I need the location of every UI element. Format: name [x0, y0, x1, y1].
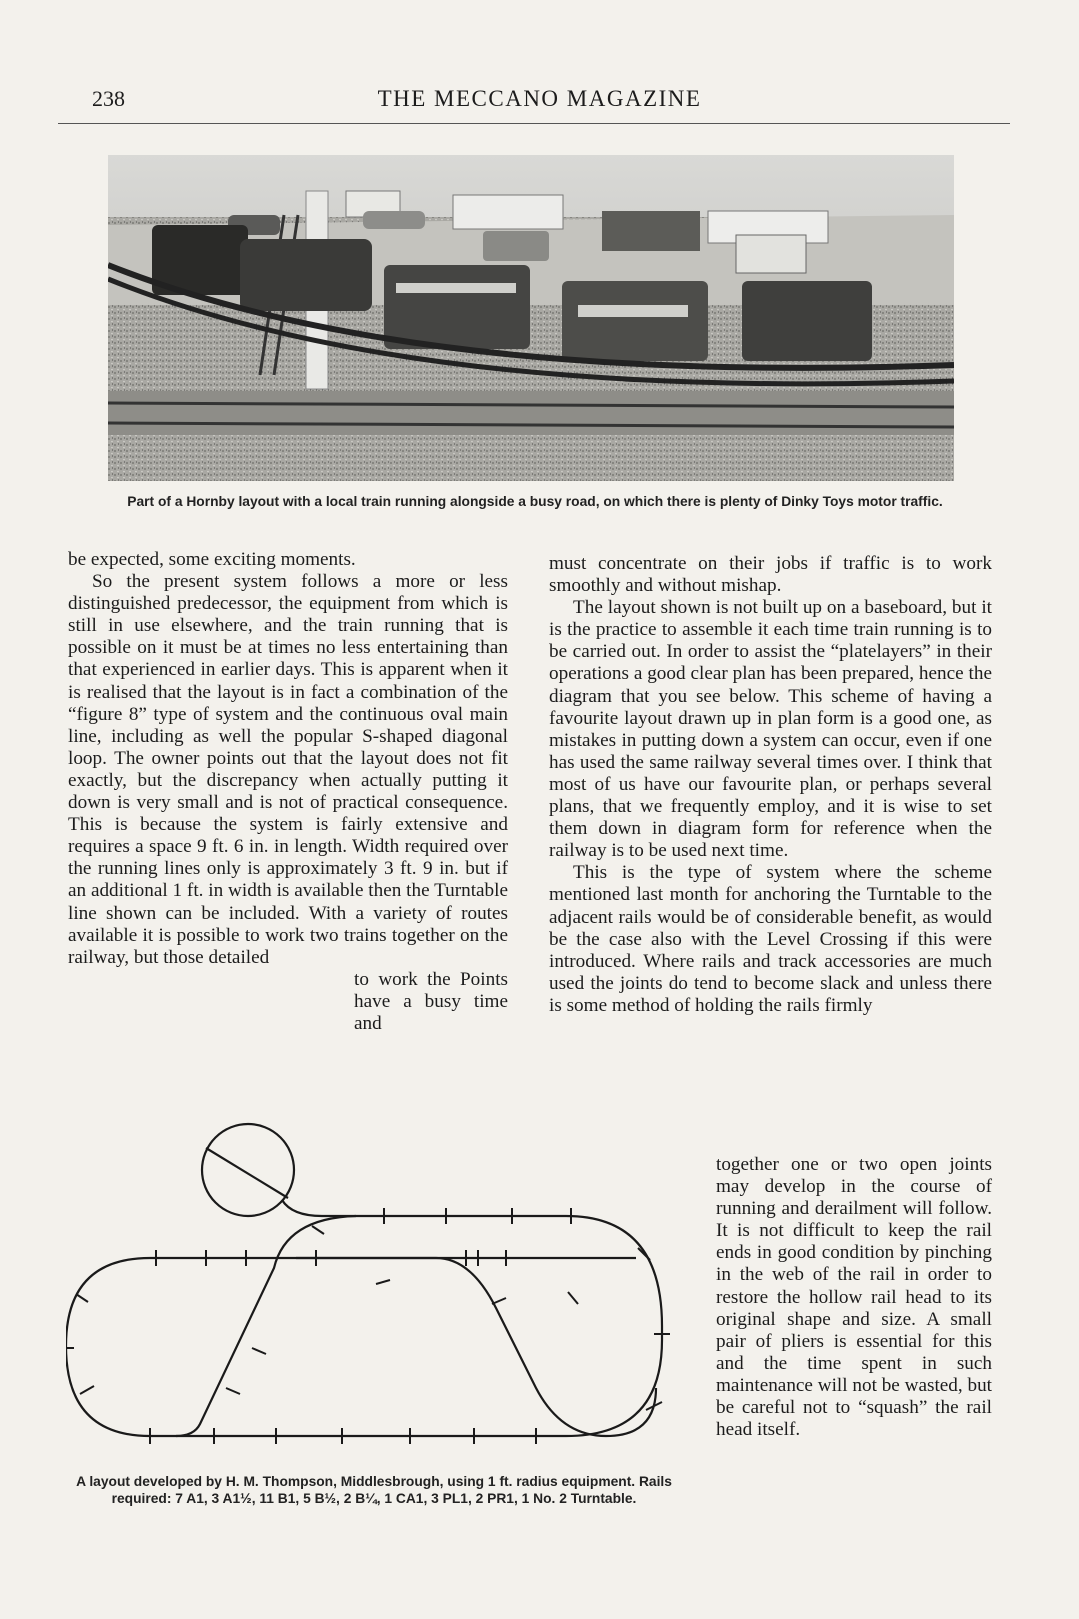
- magazine-title: THE MECCANO MAGAZINE: [377, 86, 702, 111]
- photo-caption: Part of a Hornby layout with a local train running alongside a busy road, on which there is plenty of Dinky Toys motor traffic.: [127, 494, 943, 509]
- page-number: 238: [92, 86, 125, 111]
- train-layout-photo: [108, 155, 954, 481]
- article-column-right-narrow: [716, 1154, 992, 1441]
- outer-oval: [66, 1216, 662, 1436]
- right-paragraph-3-tail: together one or two open joints may develop in the course of running and derailment will follow. It is not difficult to keep the rail ends in good condition by pinching in the web of the rail in order to restore the hollow rail head to its original shape and size. A small pair of pliers is essential for this and the time spent in such maintenance will not be wasted, but be careful not to “squash” the rail head itself.: [716, 1154, 993, 1441]
- diagonal-loop-left: [176, 1216, 356, 1436]
- article-column-left: [68, 549, 508, 1035]
- article-column-right: [549, 553, 992, 1017]
- diagram-caption: A layout developed by H. M. Thompson, Middlesbrough, using 1 ft. radius equipment. Rails required: 7 A1, 3 A1½, 11 B1, 5 B½, 2 B¼, 1 CA1, 3 PL1, 2 PR1, 1 No. 2 Turntable.: [76, 1474, 672, 1506]
- diagonal-loop-right: [296, 1258, 606, 1436]
- left-paragraph-2: So the present system follows a more or less distinguished predecessor, the equipment from which is still in use elsewhere, and the train running that is possible on it must be at times no less entertaining than that experienced in earlier days. This is apparent when it is realised that the layout is in fact a combination of the “figure 8” type of system and the continuous oval main line, including as well the popular S-shaped diagonal loop. The owner points out that the layout does not fit exactly, but the discrepancy when actually putting it down is very small and is not of practical consequence. This is because the system is fairly extensive and requires a space 9 ft. 6 in. in length. Width required over the running lines only is approximately 3 ft. 9 in. but if an additional 1 ft. in width is available then the Turntable line shown can be included. With a variety of routes available it is possible to work two trains together on the railway, but those detailed: [68, 571, 508, 968]
- turntable-bridge: [206, 1148, 288, 1198]
- right-paragraph-3: This is the type of system where the scheme mentioned last month for anchoring the Turntable to the adjacent rails would be of considerable benefit, as would be the case also with the Level Crossing if this were introduced. Where rails and track accessories are much used the joints do tend to become slack and unless there is some method of holding the rails firmly: [549, 862, 992, 1016]
- turntable-circle: [202, 1124, 294, 1216]
- track-layout-diagram: [66, 1098, 696, 1458]
- left-paragraph-2-tail: to work the Points have a busy time and: [354, 968, 508, 1034]
- turntable-spur: [282, 1200, 356, 1216]
- right-paragraph-2: The layout shown is not built up on a baseboard, but it is the practice to assemble it each time train running is to be carried out. In order to assist the “platelayers” in their operations a good clear plan has been prepared, hence the diagram that you see below. This scheme of having a favourite layout drawn up in plan form is a good one, as mistakes in putting down a system can occur, even if one has used the same railway several times over. I think that most of us have our favourite plan, or perhaps several plans, that we frequently employ, and it is wise to set them down in diagram form for reference when the railway is to be used next time.: [549, 597, 992, 862]
- left-paragraph-1: be expected, some exciting moments.: [68, 549, 356, 570]
- right-paragraph-1: must concentrate on their jobs if traffic is to work smoothly and without mishap.: [549, 553, 992, 597]
- header-rule: [58, 123, 1010, 124]
